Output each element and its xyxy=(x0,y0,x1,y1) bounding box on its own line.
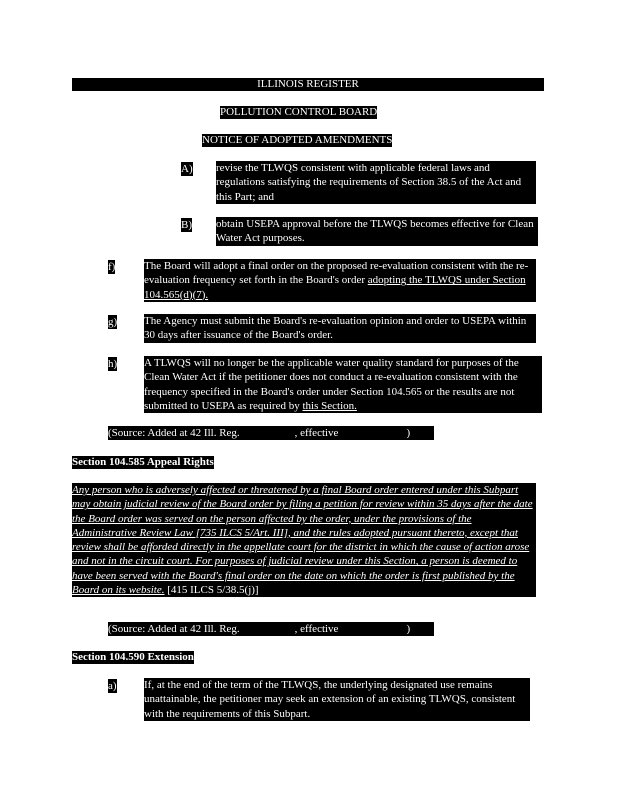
source-note: (Source: Added at 42 Ill. Reg. , effective ) xyxy=(108,622,434,636)
item-f-text: The Board will adopt a final order on the proposed re-evaluation consistent with the re-evaluation frequency set forth in the Board's order adopting the TLWQS under Section 104.565(d)(7). xyxy=(144,259,536,302)
item-f-label: f) xyxy=(108,261,116,273)
item-a-label: A) xyxy=(181,163,193,175)
register-title: ILLINOIS REGISTER xyxy=(257,78,359,90)
item-h-label: h) xyxy=(108,358,118,370)
item-a-text: revise the TLWQS consistent with applicable federal laws and regulations satisfying the requirements of Section 38.5 of the Act and this Part; and xyxy=(216,161,536,204)
item-g-text: The Agency must submit the Board's re-evaluation opinion and order to USEPA within 30 days after issuance of the Board's order. xyxy=(144,314,536,343)
register-header-bar xyxy=(72,78,544,91)
appeal-rights-body: Any person who is adversely affected or threatened by a final Board order entered under this Subpart may obtain judicial review of the Board order by filing a petition for review within 35 days after the date the Board order was served on the person affected by the order, under the provisions of the Administrative Review Law [735 ILCS 5/Art. III], and the rules adopted pursuant thereto, except that review shall be afforded directly in the appellate court for the district in which the cause of action arose and not in the circuit court. For purposes of judicial review under this Section, a person is deemed to have been served with the Board's final order on the date on which the order is first published by the Board on its website. [415 ILCS 5/38.5(j)] xyxy=(72,483,536,597)
source-note: (Source: Added at 42 Ill. Reg. , effective ) xyxy=(108,426,434,440)
item-b-text: obtain USEPA approval before the TLWQS becomes effective for Clean Water Act purposes. xyxy=(216,217,538,246)
board-name: POLLUTION CONTROL BOARD xyxy=(220,106,378,118)
item-b-label: B) xyxy=(181,219,192,231)
item-h-text: A TLWQS will no longer be the applicable water quality standard for purposes of the Clean Water Act if the petitioner does not conduct a re-evaluation consistent with the frequency specified in the Board's order under Section 104.565 or the results are not submitted to USEPA as required by this Section. xyxy=(144,356,542,413)
notice-title: NOTICE OF ADOPTED AMENDMENTS xyxy=(202,134,393,146)
item-a-extension-text: If, at the end of the term of the TLWQS, the underlying designated use remains unattainable, the petitioner may seek an extension of an existing TLWQS, consistent with the requirements of this Subpart. xyxy=(144,678,530,721)
item-g-label: g) xyxy=(108,316,118,328)
item-a-extension-label: a) xyxy=(108,680,117,692)
section-heading: Section 104.590 Extension xyxy=(72,651,194,663)
section-heading: Section 104.585 Appeal Rights xyxy=(72,456,214,468)
